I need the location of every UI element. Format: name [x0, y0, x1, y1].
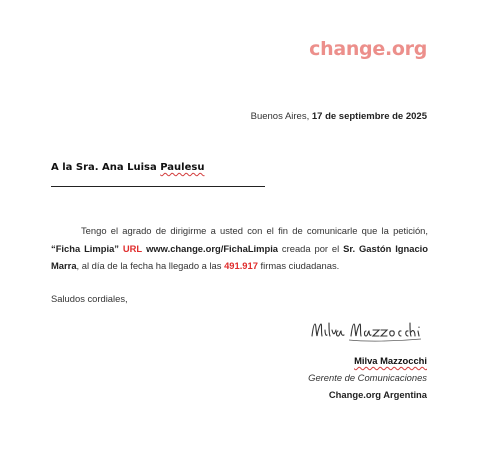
signature-count: 491.917: [224, 260, 258, 271]
closing-salutation: Saludos cordiales,: [51, 293, 128, 304]
body-part-1: Tengo el agrado de dirigirme a usted con el fin de comunicarle que la petición,: [81, 225, 428, 236]
date-value: 17 de septiembre de 2025: [311, 111, 427, 122]
letter-body: [51, 222, 428, 275]
body-part-3: , al día de la fecha ha llegado a las: [76, 260, 225, 271]
handwritten-signature: [309, 318, 427, 344]
petition-name: “Ficha Limpia”: [51, 242, 119, 254]
signature-block: [308, 352, 427, 403]
date-city: Buenos Aires,: [250, 111, 312, 122]
petition-url: www.change.org/FichaLimpia: [146, 242, 279, 254]
signer-role: Gerente de Comunicaciones: [308, 372, 427, 383]
signer-name: Milva Mazzocchi: [354, 355, 427, 366]
body-part-2: creada por el: [278, 242, 344, 254]
change-org-logo: change.org: [309, 38, 427, 60]
petition-creator: Sr. Gastón Ignacio Marra: [51, 242, 429, 271]
recipient-surname: Paulesu: [160, 162, 205, 173]
body-part-4: firmas ciudadanas.: [257, 260, 340, 271]
url-label: URL: [122, 242, 143, 254]
signer-organization: Change.org Argentina: [328, 389, 427, 400]
recipient-underline: [51, 186, 265, 187]
letter-date: [251, 111, 427, 122]
recipient-prefix: A la Sra. Ana Luisa: [51, 162, 161, 173]
recipient-line: [51, 162, 204, 173]
